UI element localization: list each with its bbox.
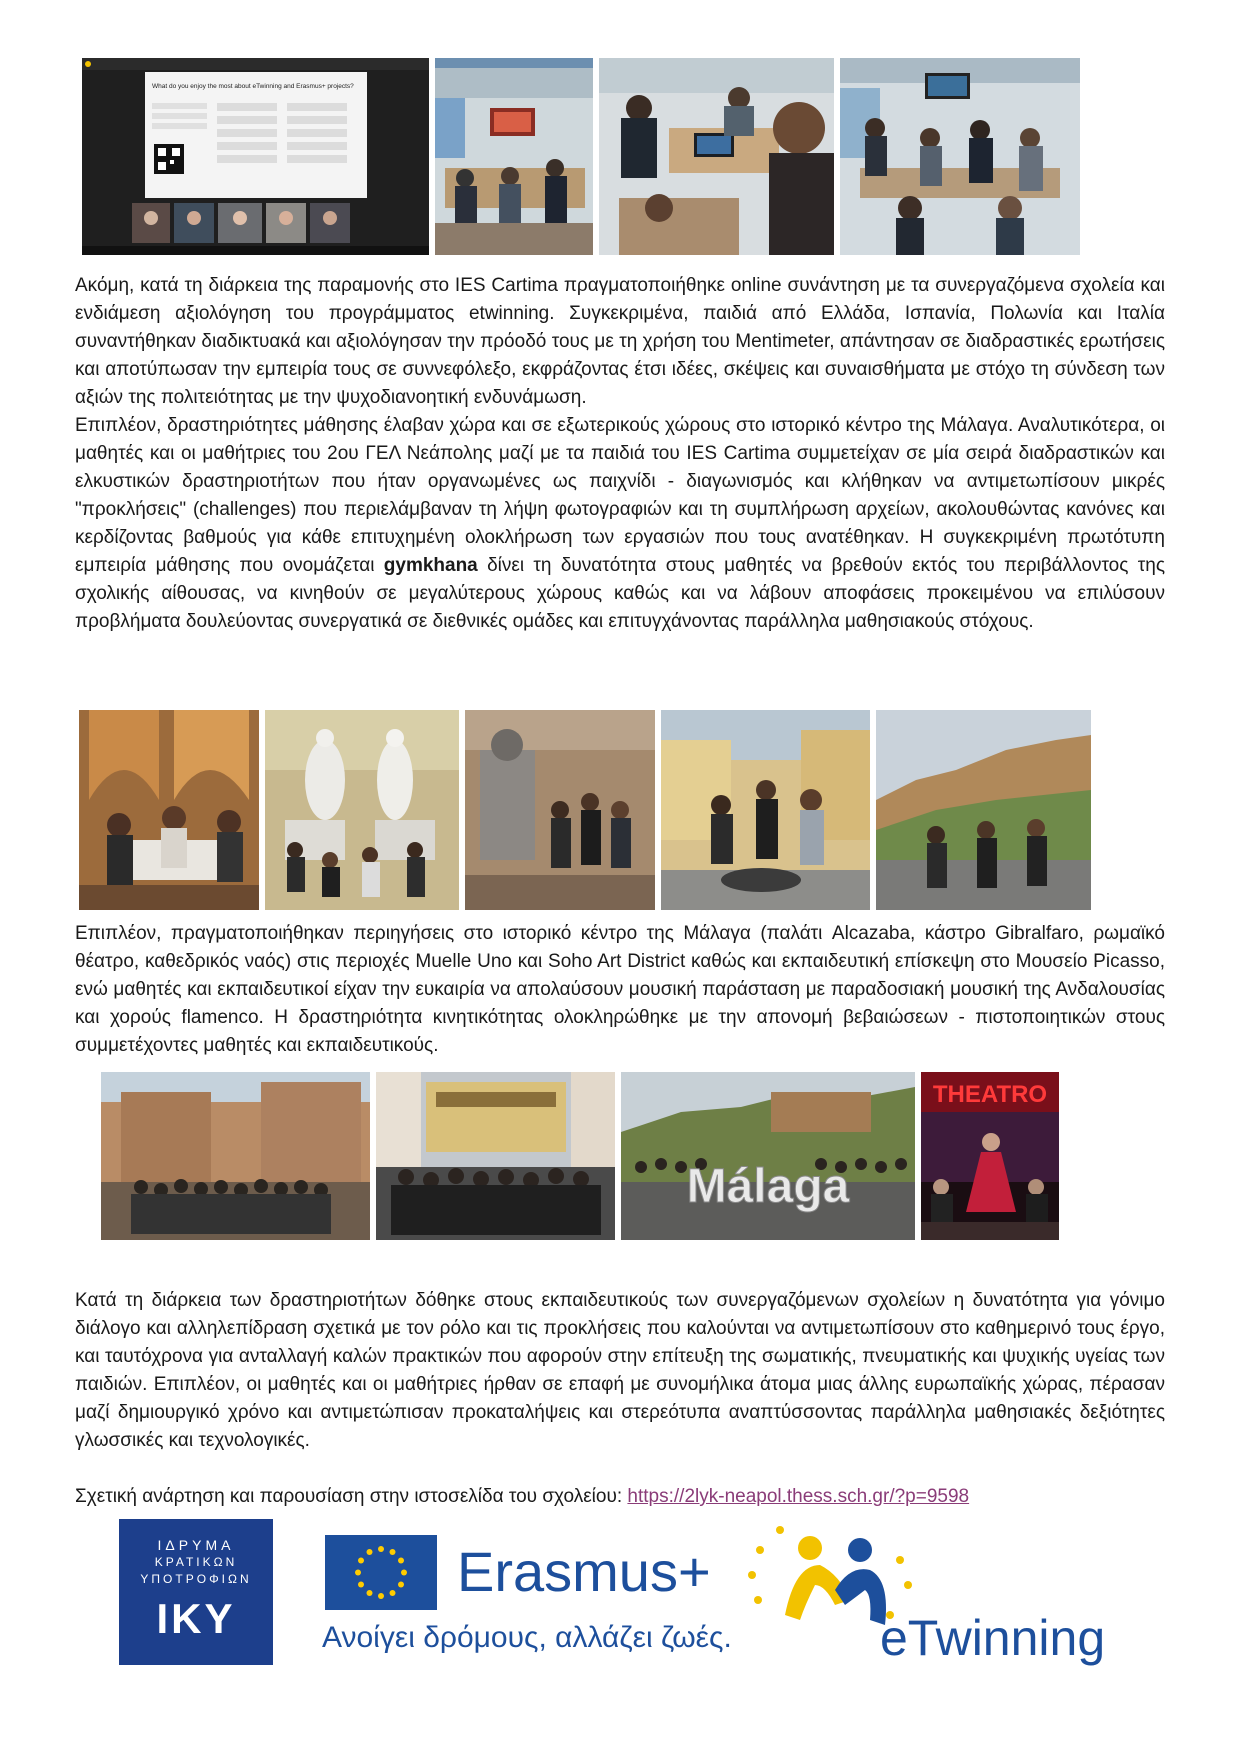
iky-logo bbox=[119, 1519, 273, 1665]
photo-students-street bbox=[661, 710, 870, 910]
paragraph-online-meeting-text: Ακόμη, κατά τη διάρκεια της παραμονής στο IES Cartima πραγματοποιήθηκε online συνάντηση με τα συνεργαζόμενα σχολεία και ενδιάμεση αξιολόγηση του προγράμματος etwinning. Συγκεκριμένα, παιδιά από Ελλάδα, Ισπανία, Πολωνία και Ιταλία συναντήθηκαν διαδικτυακά και αξιολόγησαν την πρόοδό τους με τη χρήση του Mentimeter, απάντησαν σε διαδραστικές ερωτήσεις και αποτύπωσαν την εμπειρία τους σε συννεφόλεξο, εκφράζοντας έτσι ιδέες, σκέψεις και συναισθήματα με στόχο τη σύνδεση των αξιών της πολιτειότητας με την ψυχοδιανοητική ενδυνάμωση. bbox=[75, 275, 1165, 408]
erasmus-plus-slogan: Ανοίγει δρόμους, αλλάζει ζωές. bbox=[322, 1621, 732, 1654]
students-castle-illustration bbox=[876, 710, 1091, 910]
theatre-sign-text: THEATRO bbox=[932, 1081, 1048, 1108]
iky-logo-line3: ΥΠΟΤΡΟΦΙΩΝ bbox=[140, 1572, 252, 1586]
students-bust-illustration bbox=[465, 710, 655, 910]
photo-classroom-discussion bbox=[840, 58, 1080, 255]
classroom-projector-illustration bbox=[435, 58, 593, 255]
photo-students-castle bbox=[876, 710, 1091, 910]
students-street-illustration bbox=[661, 710, 870, 910]
photo-group-theatre bbox=[376, 1072, 615, 1240]
iky-logo-line1: ΙΔΡΥΜΑ bbox=[157, 1537, 235, 1553]
school-post-link-prefix: Σχετική ανάρτηση και παρουσίαση στην ιστοσελίδα του σχολείου: bbox=[75, 1486, 623, 1507]
students-statues-illustration bbox=[265, 710, 459, 910]
erasmus-plus-logo-text: Erasmus+ bbox=[457, 1540, 711, 1603]
iky-logo-acronym: ΙΚΥ bbox=[156, 1595, 236, 1642]
students-laptop-illustration bbox=[599, 58, 834, 255]
gymkhana-term: gymkhana bbox=[383, 555, 478, 576]
etwinning-logo-text: eTwinning bbox=[880, 1610, 1106, 1666]
paragraph-gymkhana bbox=[75, 412, 1165, 636]
group-theatre-illustration bbox=[376, 1072, 615, 1240]
paragraph-teachers-dialogue bbox=[75, 1287, 1165, 1455]
malaga-sign-text: Málaga bbox=[686, 1160, 850, 1213]
photo-row-bottom bbox=[101, 1072, 1059, 1240]
photo-students-statues bbox=[265, 710, 459, 910]
flamenco-illustration bbox=[921, 1072, 1059, 1240]
paragraph-online-meeting bbox=[75, 272, 1165, 412]
photo-students-laptop bbox=[599, 58, 834, 255]
photo-students-bust bbox=[465, 710, 655, 910]
mentimeter-question: What do you enjoy the most about eTwinning and Erasmus+ projects? bbox=[152, 83, 354, 90]
group-malaga-sign-illustration bbox=[621, 1072, 915, 1240]
paragraph-gymkhana-text-b: δίνει τη δυνατότητα στους μαθητές να βρεθούν εκτός του περιβάλλοντος της σχολικής αίθουσας, να κινηθούν σε μεγαλύτερους χώρους καθώς και να λάβουν αποφάσεις προκειμένου να επιλύσουν προβλήματα δουλεύοντας συνεργατικά σε διεθνικές ομάδες και επιτυγχάνοντας παράλληλα μαθησιακούς στόχους. bbox=[75, 555, 1165, 632]
school-post-link[interactable]: https://2lyk-neapol.thess.sch.gr/?p=9598 bbox=[627, 1486, 970, 1507]
paragraph-tours bbox=[75, 920, 1165, 1060]
iky-logo-line2: ΚΡΑΤΙΚΩΝ bbox=[154, 1555, 238, 1569]
paragraph-teachers-dialogue-text: Κατά τη διάρκεια των δραστηριοτήτων δόθηκε στους εκπαιδευτικούς των συνεργαζόμενων σχολείων η δυνατότητα για γόνιμο διάλογο και αλληλεπίδραση σχετικά με τον ρόλο και τις προκλήσεις που καλούνται να αντιμετωπίσουν στο καθημερινό τους έργο, και ταυτόχρονα για ανταλλαγή καλών πρακτικών που αφορούν στην επίτευξη της σωματικής, πνευματικής και ψυχικής υγείας των παιδιών. Επιπλέον, οι μαθητές και οι μαθήτριες ήρθαν σε επαφή με συνομήλικα άτομα μιας άλλης ευρωπαϊκής χώρας, πέρασαν μαζί δημιουργικό χρόνο και αντιμετώπισαν προκαταλήψεις και στερεότυπα αναπτύσσοντας παράλληλα μαθησιακές δεξιότητες γλωσσικές και τεχνολογικές. bbox=[75, 1290, 1165, 1451]
photo-flamenco bbox=[921, 1072, 1059, 1240]
photo-row-top bbox=[82, 58, 1080, 255]
eu-flag-icon bbox=[325, 1535, 437, 1610]
paragraph-tours-text: Επιπλέον, πραγματοποιήθηκαν περιηγήσεις στο ιστορικό κέντρο της Μάλαγα (παλάτι Alcazaba, κάστρο Gibralfaro, ρωμαϊκό θέατρο, καθεδρικός ναός) στις περιοχές Muelle Uno και Soho Art District καθώς και εκπαιδευτική επίσκεψη στο Μουσείο Picasso, ενώ μαθητές και εκπαιδευτικοί είχαν την ευκαιρία να απολαύσουν μουσική παράσταση με παραδοσιακή μουσική της Ανδαλουσίας και χορούς flamenco. Η δραστηριότητα κινητικότητας ολοκληρώθηκε με την απονομή βεβαιώσεων - πιστοποιητικών στους συμμετέχοντες μαθητές και εκπαιδευτικούς. bbox=[75, 923, 1165, 1056]
photo-row-middle bbox=[79, 710, 1091, 910]
online-meeting-illustration bbox=[82, 58, 429, 255]
students-arches-illustration bbox=[79, 710, 259, 910]
photo-students-arches bbox=[79, 710, 259, 910]
photo-classroom-projector bbox=[435, 58, 593, 255]
school-post-link-line bbox=[75, 1483, 969, 1511]
photo-group-alcazaba bbox=[101, 1072, 370, 1240]
photo-online-meeting bbox=[82, 58, 429, 255]
group-alcazaba-illustration bbox=[101, 1072, 370, 1240]
paragraph-gymkhana-text-a: Επιπλέον, δραστηριότητες μάθησης έλαβαν χώρα και σε εξωτερικούς χώρους στο ιστορικό κέντρο της Μάλαγα. Αναλυτικότερα, οι μαθητές και οι μαθήτριες του 2ου ΓΕΛ Νεάπολης μαζί με τα παιδιά του IES Cartima συμμετείχαν σε μία σειρά διαδραστικών και ελκυστικών δραστηριοτήτων που ήταν οργανωμένες ως παιχνίδι - διαγωνισμός και κλήθηκαν να αντιμετωπίσουν μικρές "προκλήσεις" (challenges) που περιελάμβαναν τη λήψη φωτογραφιών και τη συμπλήρωση αρχείων, ακολουθώντας κανόνες και κερδίζοντας βαθμούς για κάθε επιτυχημένη ολοκλήρωση των εργασιών που τους ανατέθηκαν. Η συγκεκριμένη πρωτότυπη εμπειρία μάθησης που ονομάζεται bbox=[75, 415, 1165, 576]
classroom-discussion-illustration bbox=[840, 58, 1080, 255]
photo-group-malaga-sign bbox=[621, 1072, 915, 1240]
